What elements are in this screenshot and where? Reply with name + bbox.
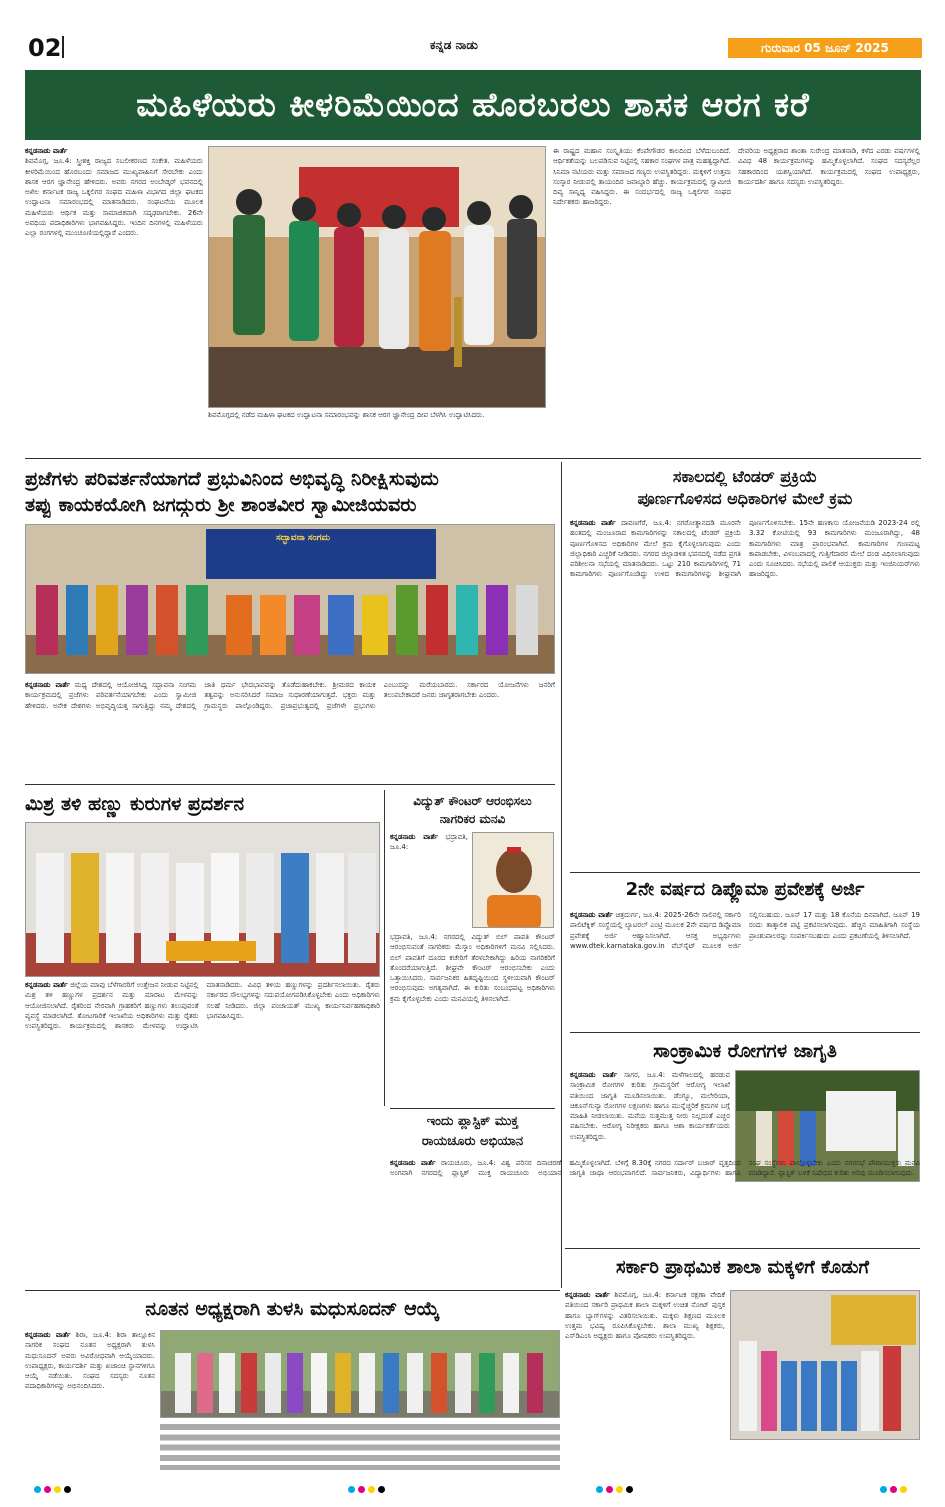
electricity-headline-line1: ವಿದ್ಯುತ್ ಕೌಂಟರ್ ಆರಂಭಿಸಲು: [413, 794, 532, 808]
black-mark: [626, 1486, 633, 1493]
president-headline[interactable]: ನೂತನ ಅಧ್ಯಕ್ಷರಾಗಿ ತುಳಸಿ ಮಧುಸೂದನ್ ಆಯ್ಕೆ: [145, 1298, 440, 1320]
cyan-mark: [596, 1486, 603, 1493]
main-photo-caption: ಶಿವಮೊಗ್ಗದಲ್ಲಿ ನಡೆದ ಮಹಿಳಾ ಘಟಕದ ಉದ್ಘಾಟನಾ ಸಮಾರಂಭವನ್ನು ಶಾಸಕ ಆರಗ ಜ್ಞಾನೇಂದ್ರ ದೀಪ ಬೆಳಗಿಸಿ ಉದ್ಘಾಟಿಸಿದರು.: [208, 411, 485, 419]
president-body: [25, 1330, 155, 1470]
jagadguru-headline[interactable]: [25, 466, 555, 518]
electricity-dateline: ಭದ್ರಾವತಿ, ಜೂ.4:: [390, 833, 468, 852]
electricity-portrait[interactable]: [472, 832, 554, 928]
issue-date: ಗುರುವಾರ 05 ಜೂನ್ 2025: [728, 38, 922, 58]
color-marks-right: [596, 1486, 633, 1493]
mango-byline: ಕನ್ನಡನಾಡು ವಾರ್ತೆ: [25, 981, 68, 989]
byline: ಕನ್ನಡನಾಡು ವಾರ್ತೆ: [25, 147, 68, 155]
magenta-mark: [358, 1486, 365, 1493]
cyan-mark: [880, 1486, 887, 1493]
color-marks-center: [348, 1486, 385, 1493]
main-story-text: ಶಿವಮೊಗ್ಗ, ಜೂ.4: ಸ್ತ್ರೀಶಕ್ತಿ ರಾಜ್ಯದ ಸಬಲೀಕರಣದ ಸಂಕೇತ. ಮಹಿಳೆಯರು ಕೀಳರಿಮೆಯಿಂದ ಹೊರಬಂದು ಸಮಾಜದ ಮುಖ್ಯವಾಹಿನಿಗೆ ಸೇರಬೇಕು ಎಂದು ಶಾಸಕ ಆರಗ ಜ್ಞಾನೇಂದ್ರ ಹೇಳಿದರು. ಅವರು ನಗರದ ಅಂಬೇಡ್ಕರ್ ಭವನದಲ್ಲಿ ಅಖಿಲ ಕರ್ನಾಟಕ ರಾಜ್ಯ ಒಕ್ಕಲಿಗರ ಸಂಘದ ಮಹಿಳಾ ವಿಭಾಗದ ಜಿಲ್ಲಾ ಘಟಕದ ಉದ್ಘಾಟನಾ ಸಮಾರಂಭದಲ್ಲಿ ಮಾತನಾಡಿದರು. ಸಂಘಟನೆಯ ಮೂಲಕ ಮಹಿಳೆಯರು ಆರ್ಥಿಕ ಮತ್ತು ಸಾಮಾಜಿಕವಾಗಿ ಸದೃಢರಾಗಬೇಕು. 26ನೇ ಅವಧಿಯ ಪದಾಧಿಕಾರಿಗಳು ಭಾಗವಹಿಸಿದ್ದರು. ಇಂದಿನ ದಿನಗಳಲ್ಲಿ ಮಹಿಳೆಯರು ಎಲ್ಲಾ ರಂಗಗಳಲ್ಲಿ ಮುಂಚೂಣಿಯಲ್ಲಿದ್ದಾರೆ ಎಂದರು.: [25, 157, 203, 238]
plastic-headline-line2: ರಾಯಚೂರು ಅಭಿಯಾನ: [421, 1134, 524, 1149]
section-divider: [570, 1032, 920, 1033]
main-story-col1: [25, 146, 203, 456]
president-byline: ಕನ್ನಡನಾಡು ವಾರ್ತೆ: [25, 1331, 71, 1339]
yellow-mark: [616, 1486, 623, 1493]
section-divider: [565, 1248, 920, 1249]
tender-byline: ಕನ್ನಡನಾಡು ವಾರ್ತೆ: [570, 519, 616, 527]
header-divider: [62, 36, 64, 58]
magenta-mark: [606, 1486, 613, 1493]
mango-headline[interactable]: ಮಿಶ್ರ ತಳಿ ಹಣ್ಣು ಕುರುಗಳ ಪ್ರದರ್ಶನ: [25, 793, 245, 815]
jagadguru-photo[interactable]: [25, 524, 555, 674]
mango-text: ಜಿಲ್ಲೆಯ ಮಾವು ಬೆಳೆಗಾರರಿಗೆ ಉತ್ತೇಜನ ನೀಡುವ ನಿಟ್ಟಿನಲ್ಲಿ ಮಿಶ್ರ ತಳಿ ಹಣ್ಣುಗಳ ಪ್ರದರ್ಶನ ಮತ್ತು ಮಾರಾಟ ಮೇಳವನ್ನು ಆಯೋಜಿಸಲಾಗಿದೆ. ರೈತರಿಂದ ನೇರವಾಗಿ ಗ್ರಾಹಕರಿಗೆ ಹಣ್ಣುಗಳು ತಲುಪುವಂತೆ ವ್ಯವಸ್ಥೆ ಮಾಡಲಾಗಿದೆ. ತೋಟಗಾರಿಕೆ ಇಲಾಖೆಯ ಅಧಿಕಾರಿಗಳು ಮತ್ತು ರೈತರು ಉಪಸ್ಥಿತರಿದ್ದರು. ಕಾರ್ಯಕ್ರಮದಲ್ಲಿ ಶಾಸಕರು ಮೇಳವನ್ನು ಉದ್ಘಾಟಿಸಿ ಮಾತನಾಡಿದರು. ವಿವಿಧ ತಳಿಯ ಹಣ್ಣುಗಳನ್ನು ಪ್ರದರ್ಶಿಸಲಾಯಿತು. ರೈತರು ಸರ್ಕಾರದ ಸೌಲಭ್ಯಗಳನ್ನು ಸದುಪಯೋಗಪಡಿಸಿಕೊಳ್ಳಬೇಕು ಎಂದು ಅಧಿಕಾರಿಗಳು ಸಲಹೆ ನೀಡಿದರು. ಜಿಲ್ಲಾ ಪಂಚಾಯತ್ ಮುಖ್ಯ ಕಾರ್ಯನಿರ್ವಹಣಾಧಿಕಾರಿ ಭಾಗವಹಿಸಿದ್ದರು.: [25, 981, 380, 1031]
color-marks-far-right: [880, 1486, 907, 1493]
jagadguru-text: ಮಧ್ಯ ದೇಶದಲ್ಲಿ ಆಯೋಜಿಸಿದ್ದ ಸದ್ಭಾವನಾ ಸಂಗಮ ಕಾರ್ಯಕ್ರಮದಲ್ಲಿ ಪ್ರಜೆಗಳು ಪರಿವರ್ತನೆಯಾಗಬೇಕು ಎಂದು ಸ್ವಾಮೀಜಿ ಹೇಳಿದರು. ಅನೇಕ ದೇಶಗಳು ಅಭಿವೃದ್ಧಿಯತ್ತ ಸಾಗುತ್ತಿದ್ದು ನಮ್ಮ ದೇಶದಲ್ಲಿ ಜಾತಿ ಧರ್ಮ ಭೇದಭಾವವನ್ನು ತೊಡೆದುಹಾಕಬೇಕು. ಶ್ರೀಮಠದ ಕಾಯಕ ತತ್ವವನ್ನು ಅನುಸರಿಸಿದರೆ ಸಮಾಜ ಸುಧಾರಣೆಯಾಗುತ್ತದೆ. ಭಕ್ತರು ಮತ್ತು ಗ್ರಾಮಸ್ಥರು ಪಾಲ್ಗೊಂಡಿದ್ದರು. ಪ್ರಜಾಪ್ರಭುತ್ವದಲ್ಲಿ ಪ್ರಜೆಗಳೇ ಪ್ರಭುಗಳು ಎಂಬುದನ್ನು ಮರೆಯಬಾರದು. ಸರ್ಕಾರದ ಯೋಜನೆಗಳು ಜನರಿಗೆ ತಲುಪಬೇಕಾದರೆ ಜನರು ಜಾಗೃತರಾಗಬೇಕು ಎಂದರು.: [25, 681, 555, 710]
plastic-text: ರಾಯಚೂರು, ಜೂ.4: ವಿಶ್ವ ಪರಿಸರ ದಿನಾಚರಣೆ ಅಂಗವಾಗಿ ನಗರದಲ್ಲಿ ಪ್ಲಾಸ್ಟಿಕ್ ಮುಕ್ತ ರಾಯಚೂರು ಅಭಿಯಾನ ಹಮ್ಮಿಕೊಳ್ಳಲಾಗಿದೆ. ಬೆಳಿಗ್ಗೆ 8.30ಕ್ಕೆ ನಗರದ ಸರ್ದಾರ್ ಬಜಾರ್ ವೃತ್ತದಿಂದ ಜಾಗೃತಿ ಜಾಥಾ ಆರಂಭವಾಗಲಿದೆ. ಸಾರ್ವಜನಿಕರು, ವಿದ್ಯಾರ್ಥಿಗಳು ಹಾಗೂ ಸಂಘ ಸಂಸ್ಥೆಗಳು ಪಾಲ್ಗೊಳ್ಳಬೇಕು ಎಂದು ನಗರಸಭೆ ಪೌರಾಯುಕ್ತರು ಮನವಿ ಮಾಡಿದ್ದಾರೆ. ಪ್ಲಾಸ್ಟಿಕ್ ಬಳಕೆ ನಿಷೇಧದ ಕುರಿತು ಅರಿವು ಮೂಡಿಸಲಾಗುವುದು.: [390, 1159, 920, 1178]
main-story-photo[interactable]: [208, 146, 546, 408]
color-marks-left: [34, 1486, 71, 1493]
tender-headline[interactable]: [570, 466, 920, 510]
electricity-headline[interactable]: [390, 792, 555, 828]
jagadguru-body: [25, 680, 555, 780]
mango-photo[interactable]: [25, 822, 380, 977]
school-text: ಶಿವಮೊಗ್ಗ, ಜೂ.4: ಕರ್ನಾಟಕ ರಕ್ಷಣಾ ವೇದಿಕೆ ವತಿಯಿಂದ ಸರ್ಕಾರಿ ಪ್ರಾಥಮಿಕ ಶಾಲಾ ಮಕ್ಕಳಿಗೆ ಉಚಿತ ನೋಟ್ ಪುಸ್ತಕ ಹಾಗೂ ಬ್ಯಾಗ್‌ಗಳನ್ನು ವಿತರಿಸಲಾಯಿತು. ಮಕ್ಕಳು ಶಿಕ್ಷಣದ ಮೂಲಕ ಉತ್ತಮ ಭವಿಷ್ಯ ರೂಪಿಸಿಕೊಳ್ಳಬೇಕು. ಶಾಲಾ ಮುಖ್ಯ ಶಿಕ್ಷಕರು, ಎಸ್‌ಡಿಎಂಸಿ ಅಧ್ಯಕ್ಷರು ಹಾಗೂ ಪೋಷಕರು ಉಪಸ್ಥಿತರಿದ್ದರು.: [565, 1291, 725, 1341]
plastic-byline: ಕನ್ನಡನಾಡು ವಾರ್ತೆ: [390, 1159, 436, 1167]
main-headline[interactable]: ಮಹಿಳೆಯರು ಕೀಳರಿಮೆಯಿಂದ ಹೊರಬರಲು ಶಾಸಕ ಆರಗ ಕರೆ: [25, 70, 921, 140]
black-mark: [64, 1486, 71, 1493]
jagadguru-banner-text: ಸದ್ಭಾವನಾ ಸಂಗಮ: [276, 533, 331, 543]
mango-body: [25, 980, 380, 1280]
jagadguru-headline-line1: ಪ್ರಜೆಗಳು ಪರಿವರ್ತನೆಯಾಗದೆ ಪ್ರಭುವಿನಿಂದ ಅಭಿವೃದ್ಧಿ ನಿರೀಕ್ಷಿಸುವುದು: [25, 468, 439, 490]
school-byline: ಕನ್ನಡನಾಡು ವಾರ್ತೆ: [565, 1291, 610, 1299]
magenta-mark: [890, 1486, 897, 1493]
diploma-text: ಚಿತ್ರದುರ್ಗ, ಜೂ.4: 2025-26ನೇ ಸಾಲಿನಲ್ಲಿ ಸರ್ಕಾರಿ ಪಾಲಿಟೆಕ್ನಿಕ್ ಸಂಸ್ಥೆಯಲ್ಲಿ ಲ್ಯಾಟರಲ್ ಎಂಟ್ರಿ ಮೂಲಕ 2ನೇ ವರ್ಷದ ಡಿಪ್ಲೊಮಾ ಪ್ರವೇಶಕ್ಕೆ ಅರ್ಜಿ ಆಹ್ವಾನಿಸಲಾಗಿದೆ. ಆಸಕ್ತ ಅಭ್ಯರ್ಥಿಗಳು www.dtek.karnataka.gov.in ವೆಬ್‌ಸೈಟ್ ಮೂಲಕ ಅರ್ಜಿ ಸಲ್ಲಿಸಬಹುದು. ಜೂನ್ 17 ಮತ್ತು 18 ಕೊನೆಯ ದಿನವಾಗಿದೆ. ಜೂನ್ 19 ರಂದು ತಾತ್ಕಾಲಿಕ ಪಟ್ಟಿ ಪ್ರಕಟಿಸಲಾಗುವುದು. ಹೆಚ್ಚಿನ ಮಾಹಿತಿಗಾಗಿ ಸಂಸ್ಥೆಯ ಪ್ರಾಂಶುಪಾಲರನ್ನು ಸಂಪರ್ಕಿಸಬಹುದು ಎಂದು ಪ್ರಕಟಣೆಯಲ್ಲಿ ತಿಳಿಸಲಾಗಿದೆ.: [570, 911, 920, 950]
diploma-body: [570, 910, 920, 1028]
paper-name: ಕನ್ನಡ ನಾಡು: [430, 38, 478, 52]
diploma-byline: ಕನ್ನಡನಾಡು ವಾರ್ತೆ: [570, 911, 613, 919]
president-text: ಶಿರಾ, ಜೂ.4: ಶಿರಾ ತಾಲ್ಲೂಕಿನ ನಾಗರಿಕ ಸಂಘದ ನೂತನ ಅಧ್ಯಕ್ಷರಾಗಿ ತುಳಸಿ ಮಧುಸೂದನ್ ಅವರು ಅವಿರೋಧವಾಗಿ ಆಯ್ಕೆಯಾದರು. ಉಪಾಧ್ಯಕ್ಷರು, ಕಾರ್ಯದರ್ಶಿ ಮತ್ತು ಖಜಾಂಚಿ ಸ್ಥಾನಗಳಿಗೂ ಆಯ್ಕೆ ನಡೆಯಿತು. ಸಂಘದ ಸದಸ್ಯರು ನೂತನ ಪದಾಧಿಕಾರಿಗಳನ್ನು ಅಭಿನಂದಿಸಿದರು.: [25, 1331, 155, 1391]
magenta-mark: [44, 1486, 51, 1493]
section-divider: [25, 458, 921, 459]
cyan-mark: [348, 1486, 355, 1493]
tender-text: ದಾವಣಗೆರೆ, ಜೂ.4: ನಗರೋತ್ಥಾನದಡಿ ಮೂರನೇ ಹಂತದಲ್ಲಿ ಮಂಜೂರಾದ ಕಾಮಗಾರಿಗಳನ್ನು ಸಕಾಲದಲ್ಲಿ ಟೆಂಡರ್ ಪ್ರಕ್ರಿಯೆ ಪೂರ್ಣಗೊಳಿಸದ ಅಧಿಕಾರಿಗಳ ಮೇಲೆ ಕ್ರಮ ಕೈಗೊಳ್ಳಲಾಗುವುದು ಎಂದು ಜಿಲ್ಲಾಧಿಕಾರಿ ಎಚ್ಚರಿಕೆ ನೀಡಿದರು. ನಗರದ ಜಿಲ್ಲಾಡಳಿತ ಭವನದಲ್ಲಿ ನಡೆದ ಪ್ರಗತಿ ಪರಿಶೀಲನಾ ಸಭೆಯಲ್ಲಿ ಮಾತನಾಡಿದರು. ಒಟ್ಟು 210 ಕಾಮಗಾರಿಗಳಲ್ಲಿ 71 ಕಾಮಗಾರಿಗಳು ಪೂರ್ಣಗೊಂಡಿದ್ದು ಉಳಿದ ಕಾಮಗಾರಿಗಳನ್ನು ಶೀಘ್ರವಾಗಿ ಪೂರ್ಣಗೊಳಿಸಬೇಕು. 15ನೇ ಹಣಕಾಸು ಯೋಜನೆಯಡಿ 2023-24 ರಲ್ಲಿ 3.32 ಕೋಟಿಯಲ್ಲಿ 93 ಕಾಮಗಾರಿಗಳು ಮಂಜೂರಾಗಿದ್ದು, 48 ಕಾಮಗಾರಿಗಳು ಮಾತ್ರ ಪ್ರಾರಂಭವಾಗಿವೆ. ಕಾಮಗಾರಿಗಳ ಗುಣಮಟ್ಟ ಕಾಪಾಡಬೇಕು, ವಿಳಂಬವಾದಲ್ಲಿ ಗುತ್ತಿಗೆದಾರರ ಮೇಲೆ ದಂಡ ವಿಧಿಸಲಾಗುವುದು ಎಂದು ಸೂಚಿಸಿದರು. ಸಭೆಯಲ್ಲಿ ಪಾಲಿಕೆ ಆಯುಕ್ತರು ಮತ್ತು ಇಂಜಿನಿಯರ್‌ಗಳು ಹಾಜರಿದ್ದರು.: [570, 519, 920, 579]
electricity-byline: ಕನ್ನಡನಾಡು ವಾರ್ತೆ: [390, 833, 438, 841]
main-story-col2: ಈ ರಾಷ್ಟ್ರದ ಮಹಾನ ಸಂಸ್ಕೃತಿಯು ಕೆಂಪೇಗೌಡರ ಕಾಲದಿಂದ ಬೆಳೆದುಬಂದಿದೆ. ಆರ್ಥಿಕತೆಯನ್ನು ಬಲಪಡಿಸುವ ನಿಟ್ಟಿನಲ್ಲಿ ಸಹಕಾರ ಸಂಘಗಳ ಪಾತ್ರ ಮಹತ್ವದ್ದಾಗಿದೆ. ಸಿನಿಮಾ ನಟಿಯರು ಮತ್ತು ಸಮಾಜದ ಗಣ್ಯರು ಉಪಸ್ಥಿತರಿದ್ದರು. ಮಕ್ಕಳಿಗೆ ಉತ್ತಮ ಸಂಸ್ಕಾರ ನೀಡುವಲ್ಲಿ ತಾಯಂದಿರ ಜವಾಬ್ದಾರಿ ಹೆಚ್ಚು. ಕಾರ್ಯಕ್ರಮದಲ್ಲಿ ಸ್ವಾಮೀಜಿ ದಿವ್ಯ ಸಾನ್ನಿಧ್ಯ ವಹಿಸಿದ್ದರು. ಈ ಸಂದರ್ಭದಲ್ಲಿ ರಾಜ್ಯ ಒಕ್ಕಲಿಗರ ಸಂಘದ ನಿರ್ದೇಶಕರು ಹಾಜರಿದ್ದರು.: [553, 147, 731, 207]
cyan-mark: [34, 1486, 41, 1493]
section-divider: [25, 784, 555, 785]
jagadguru-byline: ಕನ್ನಡನಾಡು ವಾರ್ತೆ: [25, 681, 71, 689]
disease-headline[interactable]: ಸಾಂಕ್ರಾಮಿಕ ರೋಗಗಳ ಜಾಗೃತಿ: [653, 1040, 837, 1062]
diploma-headline[interactable]: 2ನೇ ವರ್ಷದ ಡಿಪ್ಲೊಮಾ ಪ್ರವೇಶಕ್ಕೆ ಅರ್ಜಿ: [625, 879, 865, 900]
electricity-body: ಭದ್ರಾವತಿ, ಜೂ.4: ನಗರದಲ್ಲಿ ವಿದ್ಯುತ್ ಬಿಲ್ ಪಾವತಿ ಕೌಂಟರ್ ಆರಂಭಿಸುವಂತೆ ನಾಗರಿಕರು ಮೆಸ್ಕಾಂ ಅಧಿಕಾರಿಗಳಿಗೆ ಮನವಿ ಸಲ್ಲಿಸಿದರು. ಬಿಲ್ ಪಾವತಿಗೆ ದೂರದ ಕಚೇರಿಗೆ ತೆರಳಬೇಕಾಗಿದ್ದು ಹಿರಿಯ ನಾಗರಿಕರಿಗೆ ತೊಂದರೆಯಾಗುತ್ತಿದೆ. ಶೀಘ್ರವೇ ಕೌಂಟರ್ ಆರಂಭಿಸಬೇಕು ಎಂದು ಒತ್ತಾಯಿಸಿದರು. ಸಾರ್ವಜನಿಕರ ಹಿತದೃಷ್ಟಿಯಿಂದ ಸ್ಥಳೀಯವಾಗಿ ಕೌಂಟರ್ ಆರಂಭಿಸುವುದು ಅಗತ್ಯವಾಗಿದೆ. ಈ ಕುರಿತು ಸಂಬಂಧಪಟ್ಟ ಅಧಿಕಾರಿಗಳು ಕ್ರಮ ಕೈಗೊಳ್ಳಬೇಕು ಎಂದು ಮನವಿಯಲ್ಲಿ ತಿಳಿಸಲಾಗಿದೆ.: [390, 933, 555, 1003]
school-body: [565, 1290, 725, 1468]
column-divider: [384, 790, 385, 1106]
yellow-mark: [368, 1486, 375, 1493]
disease-text: ಸಾಗರ, ಜೂ.4: ಮಳೆಗಾಲದಲ್ಲಿ ಹರಡುವ ಸಾಂಕ್ರಾಮಿಕ ರೋಗಗಳ ಕುರಿತು ಗ್ರಾಮಸ್ಥರಿಗೆ ಆರೋಗ್ಯ ಇಲಾಖೆ ವತಿಯಿಂದ ಜಾಗೃತಿ ಮೂಡಿಸಲಾಯಿತು. ಡೆಂಗ್ಯೂ, ಮಲೇರಿಯಾ, ಚಿಕೂನ್‌ಗುನ್ಯಾ ರೋಗಗಳ ಲಕ್ಷಣಗಳು ಹಾಗೂ ಮುನ್ನೆಚ್ಚರಿಕೆ ಕ್ರಮಗಳ ಬಗ್ಗೆ ಮಾಹಿತಿ ನೀಡಲಾಯಿತು. ಮನೆಯ ಸುತ್ತಮುತ್ತ ನೀರು ನಿಲ್ಲದಂತೆ ಎಚ್ಚರ ವಹಿಸಬೇಕು. ಆರೋಗ್ಯ ನಿರೀಕ್ಷಕರು ಹಾಗೂ ಆಶಾ ಕಾರ್ಯಕರ್ತೆಯರು ಉಪಸ್ಥಿತರಿದ್ದರು.: [570, 1071, 730, 1141]
electricity-headline-line2: ನಾಗರಿಕರ ಮನವಿ: [439, 812, 506, 826]
jagadguru-headline-line2: ತಪ್ಪು ಕಾಯಕಯೋಗಿ ಜಗದ್ಗುರು ಶ್ರೀ ಶಾಂತವೀರ ಸ್ವಾಮೀಜಿಯವರು: [25, 494, 417, 516]
tender-body: [570, 518, 920, 870]
president-photo[interactable]: [160, 1330, 560, 1418]
page-number: 02: [28, 34, 62, 62]
tender-headline-line2: ಪೂರ್ಣಗೊಳಿಸದ ಅಧಿಕಾರಿಗಳ ಮೇಲೆ ಕ್ರಮ: [637, 489, 853, 508]
section-divider: [570, 872, 920, 873]
black-mark: [378, 1486, 385, 1493]
plastic-headline[interactable]: [390, 1112, 555, 1152]
president-caption-lines: [160, 1424, 560, 1470]
school-headline[interactable]: ಸರ್ಕಾರಿ ಪ್ರಾಥಮಿಕ ಶಾಲಾ ಮಕ್ಕಳಿಗೆ ಕೊಡುಗೆ: [616, 1257, 869, 1278]
electricity-body-left: [390, 832, 468, 932]
tender-headline-line1: ಸಕಾಲದಲ್ಲಿ ಟೆಂಡರ್ ಪ್ರಕ್ರಿಯೆ: [672, 467, 818, 486]
section-divider: [390, 1108, 555, 1109]
plastic-headline-line1: ಇಂದು ಪ್ಲಾಸ್ಟಿಕ್ ಮುಕ್ತ: [426, 1114, 519, 1129]
yellow-mark: [54, 1486, 61, 1493]
disease-byline: ಕನ್ನಡನಾಡು ವಾರ್ತೆ: [570, 1071, 618, 1079]
yellow-mark: [900, 1486, 907, 1493]
school-photo[interactable]: [730, 1290, 920, 1440]
section-divider: [25, 1290, 560, 1291]
main-story-col3: ದೇವರಿಯ ಅಧ್ಯಕ್ಷರಾದ ಶಾಂತಾ ಸುರೇಂದ್ರ ಮಾತನಾಡಿ, ಕಳೆದ ಎರಡು ವರ್ಷಗಳಲ್ಲಿ ವಿವಿಧ 48 ಕಾರ್ಯಕ್ರಮಗಳನ್ನು ಹಮ್ಮಿಕೊಳ್ಳಲಾಗಿದೆ. ಸಂಘದ ಸದಸ್ಯರೆಲ್ಲರ ಸಹಕಾರದಿಂದ ಯಶಸ್ವಿಯಾಗಿದೆ. ಕಾರ್ಯಕ್ರಮದಲ್ಲಿ ಸಂಘದ ಉಪಾಧ್ಯಕ್ಷರು, ಕಾರ್ಯದರ್ಶಿ ಹಾಗೂ ಸದಸ್ಯರು ಉಪಸ್ಥಿತರಿದ್ದರು.: [738, 147, 920, 186]
